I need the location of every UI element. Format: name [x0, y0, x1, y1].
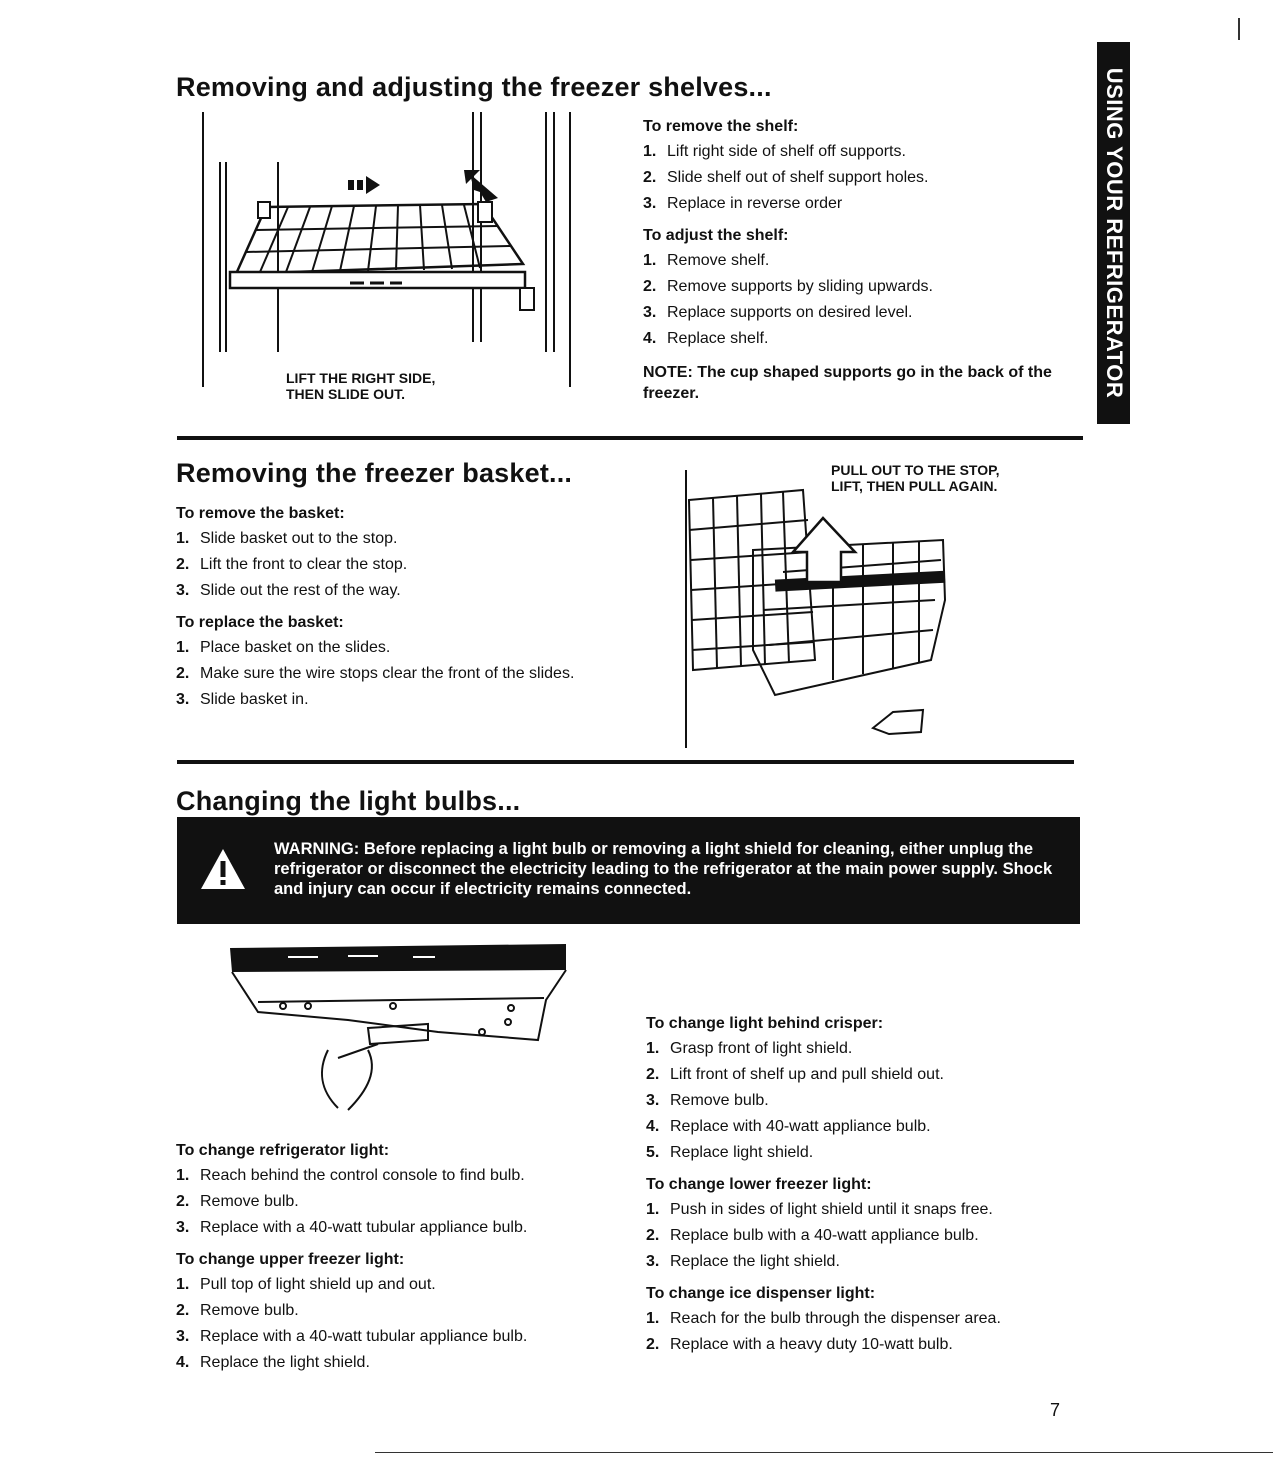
list-item: 3. Slide basket in.	[176, 691, 309, 708]
shelf-illustration-caption: LIFT THE RIGHT SIDE, THEN SLIDE OUT.	[286, 370, 436, 402]
console-drawing	[228, 940, 573, 1120]
upper-freezer-light-steps	[176, 1275, 596, 1372]
list-item: 4. Replace the light shield.	[176, 1354, 370, 1371]
shelf-instructions	[643, 118, 1083, 404]
shelf-note: NOTE: The cup shaped supports go in the back of the freezer.	[643, 364, 1052, 402]
list-item: 2. Slide shelf out of shelf support holes.	[643, 169, 929, 186]
replace-basket-steps	[176, 638, 576, 709]
upper-freezer-light-heading: To change upper freezer light:	[176, 1251, 405, 1268]
list-item: 1. Lift right side of shelf off supports.	[643, 143, 906, 160]
list-item: 5. Replace light shield.	[646, 1144, 814, 1161]
list-item: 2. Remove supports by sliding upwards.	[643, 278, 933, 295]
list-item: 1. Reach for the bulb through the dispenser area.	[646, 1310, 1001, 1327]
list-item: 3. Replace in reverse order	[643, 195, 843, 212]
list-item: 3. Remove bulb.	[646, 1092, 769, 1109]
list-item: 3. Replace supports on desired level.	[643, 304, 913, 321]
remove-basket-heading: To remove the basket:	[176, 505, 345, 522]
list-item: 2. Remove bulb.	[176, 1302, 299, 1319]
section-divider	[177, 760, 1074, 764]
lift-arrow-icon	[793, 518, 855, 582]
list-item: 4. Replace shelf.	[643, 330, 769, 347]
shelves-title: Removing and adjusting the freezer shelves...	[176, 72, 772, 102]
list-item: 1. Reach behind the control console to find bulb.	[176, 1167, 525, 1184]
list-item: 2. Replace bulb with a 40-watt appliance bulb.	[646, 1227, 979, 1244]
list-item: 1. Push in sides of light shield until it snaps free.	[646, 1201, 993, 1218]
list-item: 3. Replace with a 40-watt tubular appliance bulb.	[176, 1219, 528, 1236]
ice-dispenser-light-heading: To change ice dispenser light:	[646, 1285, 876, 1302]
console-illustration	[228, 940, 573, 1120]
shelf-illustration	[198, 112, 578, 412]
warning-icon	[199, 847, 247, 891]
list-item: 2. Replace with a heavy duty 10-watt bulb.	[646, 1336, 953, 1353]
shelf-drawing	[198, 112, 578, 392]
lower-freezer-light-heading: To change lower freezer light:	[646, 1176, 872, 1193]
ice-dispenser-light-steps	[646, 1309, 1066, 1354]
list-item: 3. Slide out the rest of the way.	[176, 582, 401, 599]
basket-illustration-caption: PULL OUT TO THE STOP, LIFT, THEN PULL AGAIN.	[831, 462, 1000, 494]
list-item: 2. Make sure the wire stops clear the front of the slides.	[176, 665, 575, 682]
bulbs-title: Changing the light bulbs...	[176, 786, 521, 816]
crisper-light-steps	[646, 1039, 1066, 1162]
list-item: 2. Lift the front to clear the stop.	[176, 556, 408, 573]
list-item: 1. Pull top of light shield up and out.	[176, 1276, 436, 1293]
warning-text: WARNING: Before replacing a light bulb or removing a light shield for cleaning, either unplug the refrigerator or disconnect the electricity leading to the refrigerator at the main power supply. Shock and injury can occur if electricity remains connected.	[274, 840, 1053, 898]
basket-instructions	[176, 505, 596, 716]
list-item: 2. Remove bulb.	[176, 1193, 299, 1210]
lower-freezer-light-steps	[646, 1200, 1066, 1271]
warning-box	[177, 817, 1080, 924]
pull-arrow-icon	[873, 710, 923, 734]
list-item: 2. Lift front of shelf up and pull shield out.	[646, 1066, 944, 1083]
adjust-shelf-steps	[643, 251, 1083, 348]
list-item: 3. Replace with a 40-watt tubular appliance bulb.	[176, 1328, 528, 1345]
bottom-rule	[375, 1452, 1273, 1453]
section-divider	[177, 436, 1083, 440]
bulb-instructions-right	[646, 1015, 1066, 1361]
list-item: 1. Remove shelf.	[643, 252, 770, 269]
scan-mark	[1238, 18, 1240, 40]
remove-shelf-steps	[643, 142, 1083, 213]
remove-shelf-heading: To remove the shelf:	[643, 118, 799, 135]
page-number: 7	[1050, 1400, 1061, 1420]
list-item: 1. Place basket on the slides.	[176, 639, 391, 656]
basket-drawing	[683, 460, 963, 750]
refrigerator-light-steps	[176, 1166, 596, 1237]
list-item: 1. Slide basket out to the stop.	[176, 530, 398, 547]
basket-illustration	[683, 460, 1073, 750]
list-item: 1. Grasp front of light shield.	[646, 1040, 853, 1057]
list-item: 4. Replace with 40-watt appliance bulb.	[646, 1118, 931, 1135]
crisper-light-heading: To change light behind crisper:	[646, 1015, 884, 1032]
adjust-shelf-heading: To adjust the shelf:	[643, 227, 789, 244]
list-item: 3. Replace the light shield.	[646, 1253, 840, 1270]
shelf-arrow-icons	[348, 170, 498, 202]
side-tab-label: USING YOUR REFRIGERATOR	[1101, 67, 1127, 399]
side-tab	[1097, 42, 1130, 424]
basket-title: Removing the freezer basket...	[176, 458, 573, 488]
remove-basket-steps	[176, 529, 596, 600]
refrigerator-light-heading: To change refrigerator light:	[176, 1142, 390, 1159]
bulb-instructions-left	[176, 1142, 596, 1379]
replace-basket-heading: To replace the basket:	[176, 614, 344, 631]
